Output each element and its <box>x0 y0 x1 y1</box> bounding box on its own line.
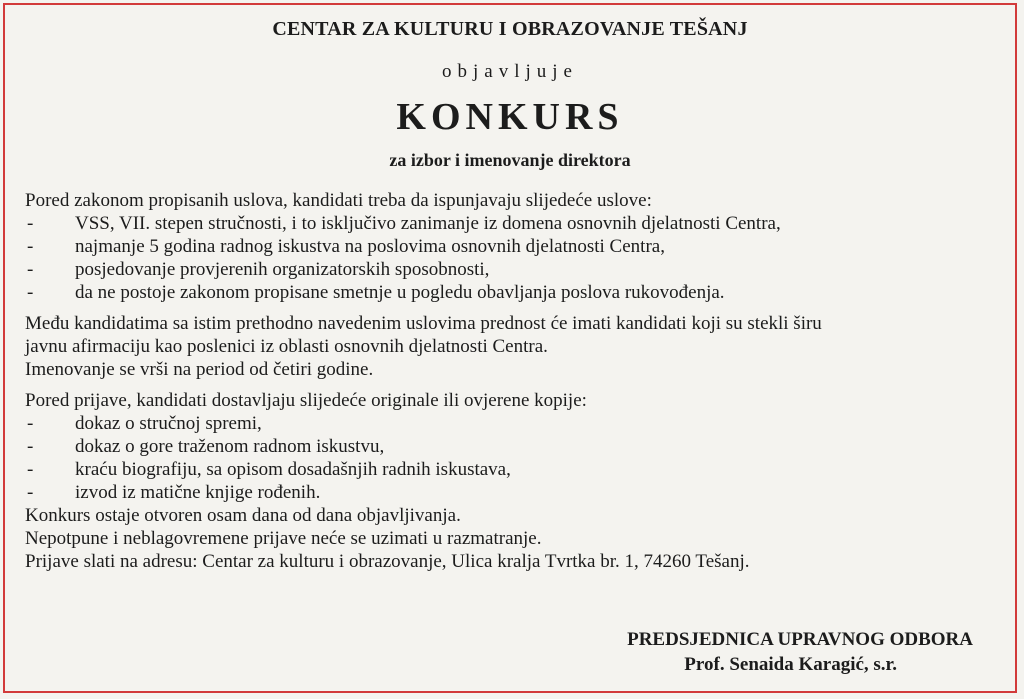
documents-intro: Pored prijave, kandidati dostavljaju slijedeće originale ili ovjerene kopije: <box>25 390 587 411</box>
list-item: - da ne postoje zakonom propisane smetnje u pogledu obavljanja poslova rukovođenja. <box>27 282 725 303</box>
open-period-text: Konkurs ostaje otvoren osam dana od dana objavljivanja. <box>25 505 461 526</box>
list-item: - najmanje 5 godina radnog iskustva na poslovima osnovnih djelatnosti Centra, <box>27 236 665 257</box>
list-item: - posjedovanje provjerenih organizatorskih sposobnosti, <box>27 259 490 280</box>
documents-list <box>25 412 995 504</box>
announces-text: objavljuje <box>442 61 578 82</box>
announcement-content <box>5 5 1015 691</box>
preference-line-1: Među kandidatima sa istim prethodno navedenim uslovima prednost će imati kandidati koji su stekli širu <box>25 313 822 334</box>
signature-block <box>627 627 973 677</box>
page-subtitle: za izbor i imenovanje direktora <box>389 150 631 170</box>
list-item: - dokaz o stručnoj spremi, <box>27 413 262 434</box>
announcement-body <box>25 189 995 573</box>
requirements-list <box>25 212 995 304</box>
list-item: - kraću biografiju, sa opisom dosadašnjih radnih iskustava, <box>27 459 511 480</box>
organization-name: CENTAR ZA KULTURU I OBRAZOVANJE TEŠANJ <box>272 18 748 40</box>
requirements-intro: Pored zakonom propisanih uslova, kandidati treba da ispunjavaju slijedeće uslove: <box>25 190 652 211</box>
page-title: KONKURS <box>396 96 624 138</box>
list-item: - izvod iz matične knjige rođenih. <box>27 482 321 503</box>
list-item: - dokaz o gore traženom radnom iskustvu, <box>27 436 385 457</box>
announcement-frame <box>3 3 1017 693</box>
preference-line-2: javnu afirmaciju kao poslenici iz oblasti osnovnih djelatnosti Centra. <box>25 336 548 357</box>
signature-name: Prof. Senaida Karagić, s.r. <box>684 654 897 675</box>
signature-role: PREDSJEDNICA UPRAVNOG ODBORA <box>627 629 973 650</box>
term-text: Imenovanje se vrši na period od četiri godine. <box>25 359 374 380</box>
incomplete-applications-text: Nepotpune i neblagovremene prijave neće se uzimati u razmatranje. <box>25 528 542 549</box>
list-item: - VSS, VII. stepen stručnosti, i to isključivo zanimanje iz domena osnovnih djelatnosti Centra, <box>27 213 781 234</box>
address-text: Prijave slati na adresu: Centar za kulturu i obrazovanje, Ulica kralja Tvrtka br. 1, 74260 Tešanj. <box>25 551 750 572</box>
